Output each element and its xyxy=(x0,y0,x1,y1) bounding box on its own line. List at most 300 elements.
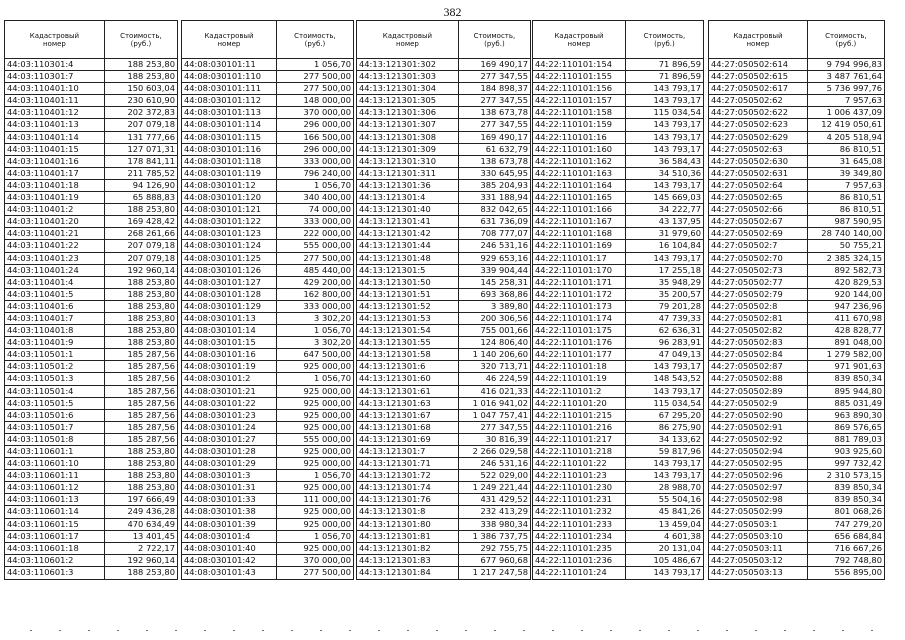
cadastral-table xyxy=(532,20,704,580)
cost-cell: 36 584,43 xyxy=(658,155,701,166)
cost-cell: 997 732,42 xyxy=(834,458,882,469)
table-row xyxy=(5,543,177,555)
cost-cell: 7 957,63 xyxy=(845,179,882,190)
cadastral-number-cell: 44:27:050503:13 xyxy=(709,567,808,579)
cadastral-table xyxy=(181,20,354,580)
table-row xyxy=(182,506,353,518)
cost-cell: 188 253,80 xyxy=(127,566,175,577)
cost-cell: 892 582,73 xyxy=(834,264,882,275)
cadastral-number-cell: 44:08:030101:38 xyxy=(182,506,277,517)
table-row xyxy=(5,386,177,398)
table-row xyxy=(533,313,703,325)
cadastral-number-cell: 44:27:050502:615 xyxy=(709,71,808,82)
cadastral-number-cell: 44:27:050502:630 xyxy=(709,156,808,167)
table-row xyxy=(533,519,703,531)
table-row xyxy=(709,458,884,470)
cost-cell: 222 000,00 xyxy=(303,228,351,239)
cadastral-number-cell: 44:27:050502:77 xyxy=(709,277,808,288)
cost-cell: 143 793,17 xyxy=(653,385,701,396)
cadastral-number-cell: 44:27:050502:90 xyxy=(709,410,808,421)
table-row xyxy=(533,277,703,289)
table-row xyxy=(182,519,353,531)
cost-cell: 143 793,17 xyxy=(653,119,701,130)
table-row xyxy=(182,470,353,482)
table-row xyxy=(533,228,703,240)
cadastral-number-cell: 44:13:121301:36 xyxy=(357,180,459,191)
cost-cell: 1 279 582,00 xyxy=(826,349,882,360)
cost-cell: 185 287,56 xyxy=(127,373,175,384)
cadastral-number-cell: 44:08:030101:12 xyxy=(182,180,277,191)
table-row xyxy=(5,555,177,567)
table-row xyxy=(182,349,353,361)
cadastral-number-cell: 44:08:030101:121 xyxy=(182,204,277,215)
scan-mark xyxy=(436,630,438,631)
cadastral-number-cell: 44:27:050503:10 xyxy=(709,531,808,542)
cost-cell: 188 253,80 xyxy=(127,59,175,69)
header-cadastral-number: Кадастровый номер xyxy=(709,21,808,58)
cost-cell: 207 079,18 xyxy=(127,119,175,130)
table-row xyxy=(709,107,884,119)
cost-cell: 188 253,80 xyxy=(127,300,175,311)
cost-cell: 105 486,67 xyxy=(653,554,701,565)
table-row xyxy=(5,83,177,95)
scan-mark xyxy=(813,630,815,631)
cadastral-number-cell: 44:13:121301:308 xyxy=(357,132,459,143)
table-row xyxy=(709,156,884,168)
cost-cell: 188 253,80 xyxy=(127,276,175,287)
cadastral-number-cell: 44:03:110301:7 xyxy=(5,71,105,82)
cadastral-number-cell: 44:27:050502:84 xyxy=(709,349,808,360)
cadastral-number-cell: 44:13:121301:41 xyxy=(357,216,459,227)
cost-cell: 470 634,49 xyxy=(127,518,175,529)
table-row xyxy=(533,144,703,156)
cost-cell: 246 531,16 xyxy=(480,240,528,251)
table-row xyxy=(709,83,884,95)
table-row xyxy=(182,386,353,398)
scan-mark xyxy=(378,630,380,631)
table-row xyxy=(709,543,884,555)
cost-cell: 1 056,70 xyxy=(314,470,351,481)
cadastral-number-cell: 44:22:110101:17 xyxy=(533,253,626,264)
table-row xyxy=(709,506,884,518)
table-row xyxy=(357,107,530,119)
table-row xyxy=(357,95,530,107)
cost-cell: 148 543,52 xyxy=(653,373,701,384)
cost-cell: 708 777,07 xyxy=(480,228,528,239)
cadastral-number-cell: 44:08:030101:42 xyxy=(182,555,277,566)
scan-mark xyxy=(262,630,264,631)
cost-cell: 925 000,00 xyxy=(303,397,351,408)
cadastral-table xyxy=(356,20,531,580)
table-row xyxy=(357,434,530,446)
cadastral-number-cell: 44:03:110401:15 xyxy=(5,144,105,155)
cost-cell: 333 000,00 xyxy=(303,155,351,166)
table-row xyxy=(182,59,353,71)
table-row xyxy=(5,422,177,434)
cost-cell: 296 000,00 xyxy=(303,143,351,154)
table-row xyxy=(709,144,884,156)
cadastral-number-cell: 44:03:110601:11 xyxy=(5,470,105,481)
cost-cell: 143 793,17 xyxy=(653,143,701,154)
table-row xyxy=(357,361,530,373)
cost-cell: 150 603,04 xyxy=(127,83,175,94)
cadastral-number-cell: 44:03:110401:21 xyxy=(5,228,105,239)
cadastral-number-cell: 44:03:110401:16 xyxy=(5,156,105,167)
table-row xyxy=(5,107,177,119)
cadastral-number-cell: 44:27:050503:11 xyxy=(709,543,808,554)
cadastral-number-cell: 44:22:110101:156 xyxy=(533,83,626,94)
table-row xyxy=(182,95,353,107)
cadastral-number-cell: 44:22:110101:177 xyxy=(533,349,626,360)
cost-cell: 127 071,31 xyxy=(127,143,175,154)
cost-cell: 188 253,80 xyxy=(127,325,175,336)
cost-cell: 1 386 737,75 xyxy=(472,530,528,541)
cost-cell: 963 890,30 xyxy=(834,409,882,420)
cost-cell: 31 645,08 xyxy=(839,155,882,166)
cost-cell: 1 056,70 xyxy=(314,179,351,190)
table-row xyxy=(357,119,530,131)
table-row xyxy=(533,482,703,494)
cost-cell: 143 793,17 xyxy=(653,179,701,190)
table-row xyxy=(5,519,177,531)
cost-cell: 166 500,00 xyxy=(303,131,351,142)
cadastral-number-cell: 44:03:110501:4 xyxy=(5,386,105,397)
cadastral-number-cell: 44:13:121301:60 xyxy=(357,373,459,384)
cadastral-number-cell: 44:03:110601:2 xyxy=(5,555,105,566)
table-row xyxy=(709,95,884,107)
cost-cell: 86 810,51 xyxy=(839,192,882,203)
table-row xyxy=(357,555,530,567)
table-row xyxy=(357,204,530,216)
scan-mark xyxy=(842,630,844,631)
header-cadastral-number: Кадастровый номер xyxy=(182,21,277,58)
cadastral-number-cell: 44:27:050502:87 xyxy=(709,361,808,372)
cost-cell: 34 133,62 xyxy=(658,433,701,444)
table-row xyxy=(182,337,353,349)
cost-cell: 188 253,80 xyxy=(127,71,175,82)
cadastral-number-cell: 44:03:110401:23 xyxy=(5,253,105,264)
table-row xyxy=(533,192,703,204)
table-row xyxy=(182,555,353,567)
cost-cell: 143 793,17 xyxy=(653,566,701,577)
cost-cell: 925 000,00 xyxy=(303,361,351,372)
table-row xyxy=(5,458,177,470)
scan-mark xyxy=(465,630,467,631)
cost-cell: 929 653,16 xyxy=(480,252,528,263)
cadastral-number-cell: 44:13:121301:82 xyxy=(357,543,459,554)
scan-mark xyxy=(639,630,641,631)
table-row xyxy=(709,253,884,265)
cost-cell: 801 068,26 xyxy=(834,506,882,517)
cost-cell: 28 988,70 xyxy=(658,482,701,493)
cost-cell: 1 217 247,58 xyxy=(472,566,528,577)
table-row xyxy=(533,107,703,119)
cadastral-number-cell: 44:03:110601:17 xyxy=(5,531,105,542)
cadastral-number-cell: 44:22:110101:22 xyxy=(533,458,626,469)
cost-cell: 881 789,03 xyxy=(834,433,882,444)
cost-cell: 268 261,66 xyxy=(127,228,175,239)
table-row xyxy=(709,216,884,228)
cost-cell: 839 850,34 xyxy=(834,373,882,384)
table-row xyxy=(709,168,884,180)
cadastral-number-cell: 44:27:050502:81 xyxy=(709,313,808,324)
cost-cell: 428 828,77 xyxy=(834,325,882,336)
cost-cell: 296 000,00 xyxy=(303,119,351,130)
cadastral-number-cell: 44:03:110401:24 xyxy=(5,265,105,276)
table-row xyxy=(182,107,353,119)
table-row xyxy=(533,567,703,579)
cadastral-number-cell: 44:13:121301:58 xyxy=(357,349,459,360)
cost-cell: 2 266 029,58 xyxy=(472,446,528,456)
cost-cell: 169 490,17 xyxy=(480,59,528,69)
cadastral-number-cell: 44:22:110101:166 xyxy=(533,204,626,215)
cadastral-number-cell: 44:27:050502:62 xyxy=(709,95,808,106)
cost-cell: 185 287,56 xyxy=(127,409,175,420)
table-row xyxy=(5,337,177,349)
cadastral-number-cell: 44:08:030101:118 xyxy=(182,156,277,167)
table-row xyxy=(533,71,703,83)
cadastral-number-cell: 44:22:110101:155 xyxy=(533,71,626,82)
cadastral-number-cell: 44:27:050502:98 xyxy=(709,494,808,505)
cadastral-number-cell: 44:27:050502:96 xyxy=(709,470,808,481)
cadastral-number-cell: 44:22:110101:216 xyxy=(533,422,626,433)
cadastral-number-cell: 44:22:110101:234 xyxy=(533,531,626,542)
table-row xyxy=(357,519,530,531)
cost-cell: 895 944,80 xyxy=(834,385,882,396)
cadastral-number-cell: 44:08:030101:27 xyxy=(182,434,277,445)
cadastral-number-cell: 44:13:121301:303 xyxy=(357,71,459,82)
table-row xyxy=(533,132,703,144)
cost-cell: 39 349,80 xyxy=(839,167,882,178)
cost-cell: 420 829,53 xyxy=(834,276,882,287)
cadastral-number-cell: 44:27:050502:65 xyxy=(709,192,808,203)
table-row xyxy=(357,410,530,422)
table-row xyxy=(709,204,884,216)
table-row xyxy=(709,240,884,252)
table-row xyxy=(357,494,530,506)
cadastral-number-cell: 44:22:110101:16 xyxy=(533,132,626,143)
table-row xyxy=(709,313,884,325)
table-body xyxy=(533,59,703,579)
cadastral-number-cell: 44:27:050502:617 xyxy=(709,83,808,94)
table-row xyxy=(357,349,530,361)
table-row xyxy=(709,398,884,410)
cost-cell: 1 056,70 xyxy=(314,59,351,69)
cadastral-number-cell: 44:03:110601:10 xyxy=(5,458,105,469)
cost-cell: 839 850,34 xyxy=(834,482,882,493)
table-row xyxy=(709,361,884,373)
scan-mark xyxy=(523,630,525,631)
cadastral-number-cell: 44:27:050502:70 xyxy=(709,253,808,264)
table-row xyxy=(533,240,703,252)
scan-mark xyxy=(755,630,757,631)
cadastral-number-cell: 44:22:110101:19 xyxy=(533,373,626,384)
cost-cell: 429 200,00 xyxy=(303,276,351,287)
scan-mark xyxy=(59,630,61,631)
table-row xyxy=(533,422,703,434)
cadastral-number-cell: 44:13:121301:6 xyxy=(357,361,459,372)
scan-mark xyxy=(320,630,322,631)
cost-cell: 169 428,42 xyxy=(127,216,175,227)
cost-cell: 330 645,95 xyxy=(480,167,528,178)
table-row xyxy=(357,373,530,385)
cost-cell: 143 793,17 xyxy=(653,131,701,142)
cadastral-number-cell: 44:22:110101:154 xyxy=(533,59,626,70)
cadastral-number-cell: 44:13:121301:52 xyxy=(357,301,459,312)
cadastral-number-cell: 44:27:050502:66 xyxy=(709,204,808,215)
header-cadastral-number: Кадастровый номер xyxy=(357,21,459,58)
table-row xyxy=(533,156,703,168)
cost-cell: 148 000,00 xyxy=(303,95,351,106)
table-row xyxy=(709,119,884,131)
cost-cell: 2 722,17 xyxy=(138,542,175,553)
footer-scan-marks xyxy=(0,628,905,636)
cost-cell: 59 817,96 xyxy=(658,446,701,456)
table-row xyxy=(5,95,177,107)
table-row xyxy=(709,373,884,385)
cadastral-number-cell: 44:03:110601:13 xyxy=(5,494,105,505)
cost-cell: 277 500,00 xyxy=(303,71,351,82)
cadastral-number-cell: 44:13:121301:307 xyxy=(357,119,459,130)
cost-cell: 143 793,17 xyxy=(653,458,701,469)
table-row xyxy=(357,301,530,313)
table-row xyxy=(357,216,530,228)
cost-cell: 832 042,65 xyxy=(480,204,528,215)
cadastral-number-cell: 44:22:110101:232 xyxy=(533,506,626,517)
table-row xyxy=(709,228,884,240)
cost-cell: 138 673,78 xyxy=(480,107,528,118)
scan-mark xyxy=(291,630,293,631)
cost-cell: 3 302,20 xyxy=(314,312,351,323)
table-row xyxy=(533,119,703,131)
cost-cell: 232 413,29 xyxy=(480,506,528,517)
table-row xyxy=(709,519,884,531)
cadastral-number-cell: 44:08:030101:13 xyxy=(182,313,277,324)
cost-cell: 188 253,80 xyxy=(127,446,175,456)
table-row xyxy=(5,253,177,265)
cadastral-number-cell: 44:03:110401:18 xyxy=(5,180,105,191)
cost-cell: 385 204,93 xyxy=(480,179,528,190)
cost-cell: 1 006 437,09 xyxy=(826,107,882,118)
table-row xyxy=(533,289,703,301)
cost-cell: 86 275,90 xyxy=(658,421,701,432)
cadastral-number-cell: 44:22:110101:173 xyxy=(533,301,626,312)
cost-cell: 431 429,52 xyxy=(480,494,528,505)
cost-cell: 333 000,00 xyxy=(303,300,351,311)
table-row xyxy=(182,531,353,543)
cost-cell: 925 000,00 xyxy=(303,409,351,420)
cadastral-number-cell: 44:27:050502:95 xyxy=(709,458,808,469)
cadastral-number-cell: 44:13:121301:67 xyxy=(357,410,459,421)
cost-cell: 74 000,00 xyxy=(308,204,351,215)
cost-cell: 35 200,57 xyxy=(658,288,701,299)
table-row xyxy=(357,180,530,192)
cost-cell: 67 295,20 xyxy=(658,409,701,420)
table-row xyxy=(357,567,530,579)
cadastral-number-cell: 44:08:030101:110 xyxy=(182,71,277,82)
cost-cell: 34 222,77 xyxy=(658,204,701,215)
header-cost: Стоимость, (руб.) xyxy=(643,31,686,48)
table-row xyxy=(533,301,703,313)
cadastral-number-cell: 44:13:121301:69 xyxy=(357,434,459,445)
cost-cell: 4 205 518,94 xyxy=(826,131,882,142)
table-row xyxy=(5,506,177,518)
cadastral-number-cell: 44:13:121301:309 xyxy=(357,144,459,155)
cadastral-number-cell: 44:22:110101:176 xyxy=(533,337,626,348)
cadastral-number-cell: 44:08:030101:3 xyxy=(182,470,277,481)
cadastral-number-cell: 44:03:110601:1 xyxy=(5,446,105,457)
cadastral-number-cell: 44:22:110101:218 xyxy=(533,446,626,457)
table-row xyxy=(182,216,353,228)
cadastral-number-cell: 44:22:110101:167 xyxy=(533,216,626,227)
cadastral-number-cell: 44:08:030101:39 xyxy=(182,519,277,530)
table-row xyxy=(709,386,884,398)
cost-cell: 3 487 761,64 xyxy=(826,71,882,82)
cost-cell: 188 253,80 xyxy=(127,312,175,323)
cadastral-number-cell: 44:27:050502:629 xyxy=(709,132,808,143)
cost-cell: 96 283,91 xyxy=(658,337,701,348)
table-row xyxy=(5,325,177,337)
table-row xyxy=(709,325,884,337)
table-row xyxy=(533,325,703,337)
cost-cell: 869 576,65 xyxy=(834,421,882,432)
cost-cell: 925 000,00 xyxy=(303,542,351,553)
header-cost: Стоимость, (руб.) xyxy=(473,31,516,48)
cost-cell: 50 755,21 xyxy=(839,240,882,251)
cost-cell: 207 079,18 xyxy=(127,240,175,251)
table-row xyxy=(357,168,530,180)
table-row xyxy=(182,180,353,192)
table-row xyxy=(182,543,353,555)
cost-cell: 1 056,70 xyxy=(314,530,351,541)
cadastral-number-cell: 44:03:110601:15 xyxy=(5,519,105,530)
table-row xyxy=(5,301,177,313)
table-row xyxy=(357,265,530,277)
table-header xyxy=(357,21,530,59)
table-row xyxy=(709,132,884,144)
cost-cell: 277 500,00 xyxy=(303,252,351,263)
cadastral-number-cell: 44:03:110401:8 xyxy=(5,325,105,336)
table-row xyxy=(357,228,530,240)
table-row xyxy=(182,482,353,494)
table-row xyxy=(5,277,177,289)
cadastral-number-cell: 44:27:050502:631 xyxy=(709,168,808,179)
cadastral-number-cell: 44:22:110101:174 xyxy=(533,313,626,324)
cadastral-number-cell: 44:27:050502:67 xyxy=(709,216,808,227)
table-row xyxy=(182,168,353,180)
table-row xyxy=(182,567,353,579)
cadastral-number-cell: 44:22:110101:168 xyxy=(533,228,626,239)
cost-cell: 370 000,00 xyxy=(303,554,351,565)
cost-cell: 331 188,94 xyxy=(480,192,528,203)
table-header xyxy=(5,21,177,59)
cost-cell: 3 389,80 xyxy=(491,300,528,311)
table-row xyxy=(182,83,353,95)
cost-cell: 79 201,28 xyxy=(658,300,701,311)
table-row xyxy=(5,156,177,168)
cadastral-number-cell: 44:22:110101:164 xyxy=(533,180,626,191)
cadastral-number-cell: 44:03:110401:10 xyxy=(5,83,105,94)
table-row xyxy=(182,240,353,252)
table-row xyxy=(5,59,177,71)
table-row xyxy=(5,216,177,228)
table-row xyxy=(357,289,530,301)
table-row xyxy=(709,349,884,361)
table-row xyxy=(5,228,177,240)
table-row xyxy=(533,494,703,506)
cadastral-number-cell: 44:22:110101:217 xyxy=(533,434,626,445)
cost-cell: 839 850,34 xyxy=(834,494,882,505)
